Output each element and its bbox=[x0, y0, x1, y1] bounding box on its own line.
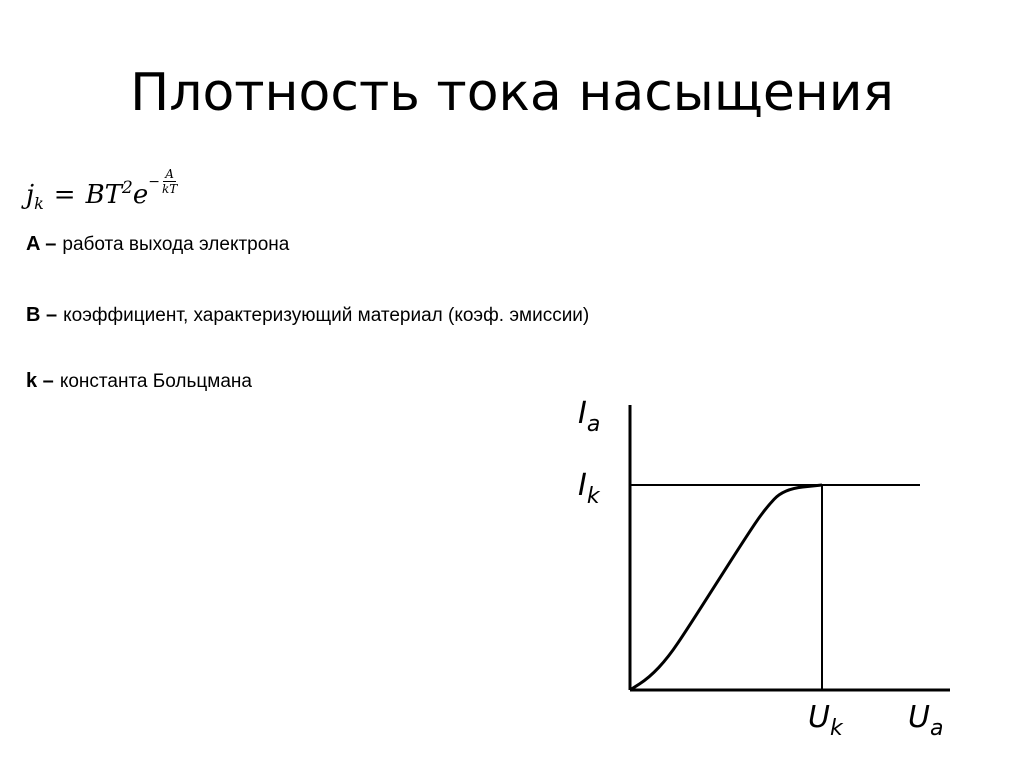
formula-t-exponent: 2 bbox=[122, 178, 133, 198]
definition-text: константа Больцмана bbox=[59, 371, 252, 392]
formula-equals: = bbox=[53, 180, 76, 210]
formula-j-sub: k bbox=[34, 194, 44, 213]
formula-b: B bbox=[85, 180, 105, 210]
formula-frac-num: A bbox=[165, 167, 174, 181]
definition-symbol: A – bbox=[26, 233, 57, 255]
formula-fraction bbox=[162, 167, 177, 196]
definition-text: коэффициент, характеризующий материал (коэф. эмиссии) bbox=[63, 305, 590, 326]
formula-lhs bbox=[26, 180, 44, 213]
definition-symbol: k – bbox=[26, 370, 54, 392]
definition-a bbox=[26, 233, 289, 256]
x-axis-label: $U_a$ bbox=[908, 700, 944, 741]
uk-label: $U_k$ bbox=[808, 700, 843, 741]
formula-frac-den: kT bbox=[161, 182, 178, 196]
definition-text: работа выхода электрона bbox=[62, 234, 290, 255]
slide-title: Плотность тока насыщения bbox=[130, 63, 894, 123]
formula-j: j bbox=[26, 180, 35, 210]
formula-t: T bbox=[104, 180, 123, 210]
chart-svg bbox=[560, 385, 980, 745]
formula-exponent bbox=[148, 167, 177, 196]
current-voltage-curve bbox=[630, 485, 822, 690]
y-axis-label: $I_a$ bbox=[578, 396, 601, 437]
formula-e: e bbox=[132, 180, 149, 210]
definition-b bbox=[26, 304, 589, 327]
ik-label: $I_k$ bbox=[578, 468, 600, 509]
definition-symbol: B – bbox=[26, 304, 58, 326]
definition-k bbox=[26, 370, 252, 393]
formula-minus: − bbox=[148, 173, 160, 190]
saturation-chart bbox=[560, 385, 980, 745]
formula-richardson bbox=[26, 150, 178, 213]
